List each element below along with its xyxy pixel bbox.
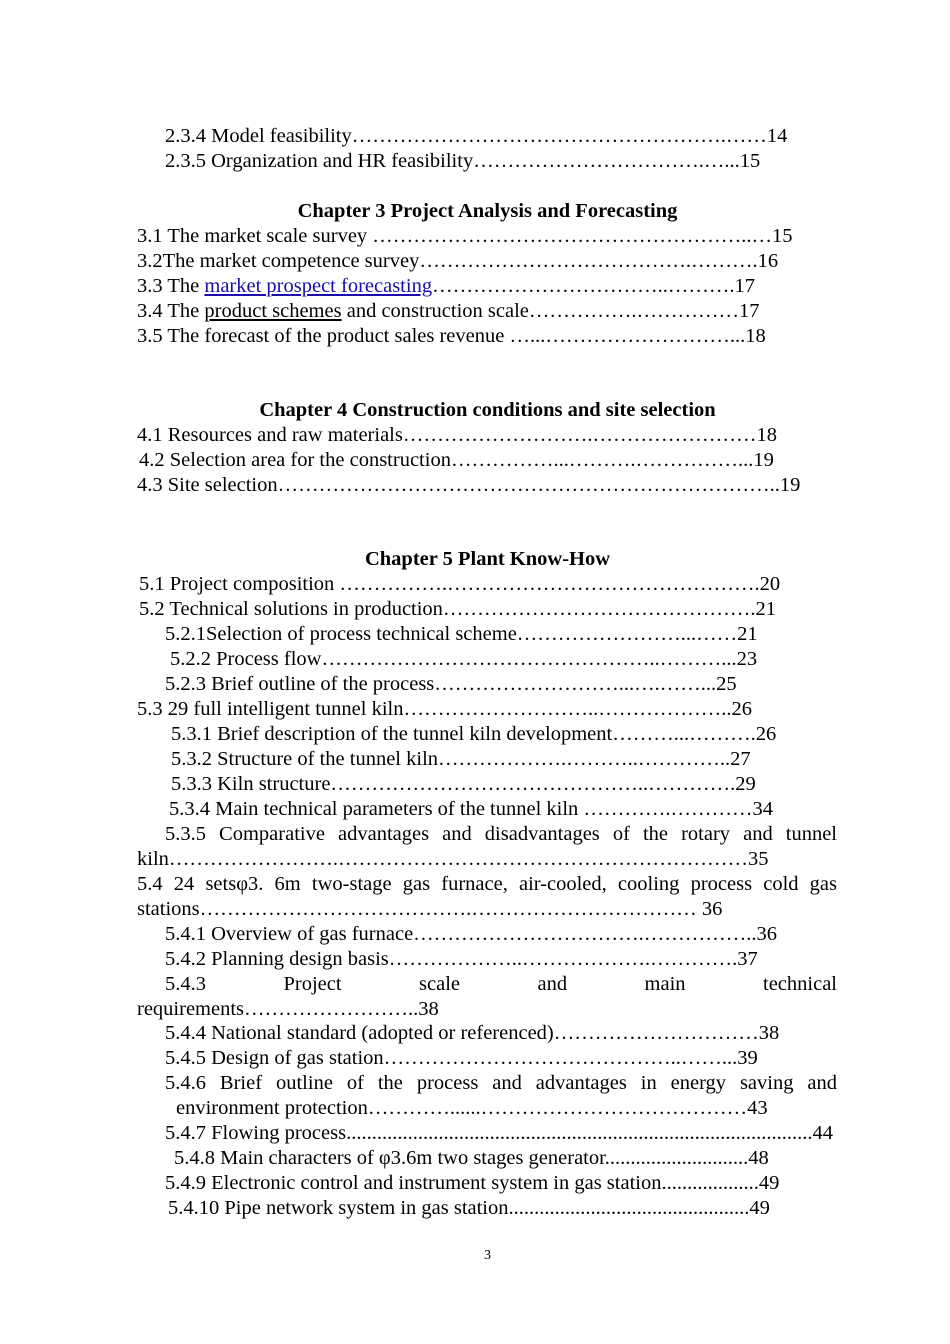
toc-entry-5-4-10[interactable]: 5.4.10 Pipe network system in gas station...............................................49 <box>168 1197 770 1219</box>
toc-entry-2-3-4[interactable]: 2.3.4 Model feasibility……………………………………………….……14 <box>165 125 788 147</box>
page-number: 3 <box>484 1248 491 1263</box>
toc-entry-5-4-6-line2[interactable]: environment protection…………......…………………………………43 <box>176 1097 768 1119</box>
toc-entry-3-4-suffix: and construction scale…………….……………17 <box>341 300 760 322</box>
toc-entry-5-4-4[interactable]: 5.4.4 National standard (adopted or referenced)…………………………38 <box>165 1022 780 1044</box>
toc-entry-3-3-prefix: 3.3 The <box>137 275 205 297</box>
toc-entry-4-2[interactable]: 4.2 Selection area for the construction……………...……….……………...19 <box>139 449 774 471</box>
toc-entry-5-1[interactable]: 5.1 Project composition …………….……………………………………….20 <box>139 573 781 595</box>
toc-entry-3-3-suffix: ……………………………..……….17 <box>432 275 755 297</box>
toc-entry-5-4-9[interactable]: 5.4.9 Electronic control and instrument system in gas station...................49 <box>165 1172 780 1194</box>
toc-entry-5-4-line1[interactable]: 5.4 24 setsφ3. 6m two-stage gas furnace, air-cooled, cooling process cold gas <box>137 873 837 895</box>
toc-entry-5-4-line2[interactable]: stations………………………………….…………………………… 36 <box>137 898 723 920</box>
chapter-5-heading: Chapter 5 Plant Know-How <box>364 548 611 570</box>
toc-entry-5-4-5[interactable]: 5.4.5 Design of gas station……………………………………..……...39 <box>165 1047 758 1069</box>
toc-entry-3-2[interactable]: 3.2The market competence survey………………………………….……….16 <box>137 250 779 272</box>
toc-entry-5-2-2[interactable]: 5.2.2 Process flow…………………………………………..………...23 <box>170 648 758 670</box>
toc-entry-5-4-3-line1[interactable]: 5.4.3 Project scale and main technical <box>165 973 837 995</box>
toc-entry-5-3-1[interactable]: 5.3.1 Brief description of the tunnel kiln development………...……….26 <box>171 723 777 745</box>
toc-entry-5-2[interactable]: 5.2 Technical solutions in production……………………………………….21 <box>139 598 777 620</box>
product-schemes-text: product schemes <box>204 300 342 322</box>
toc-entry-5-4-1[interactable]: 5.4.1 Overview of gas furnace…………………………….……………..36 <box>165 923 778 945</box>
toc-entry-3-3[interactable] <box>137 274 755 299</box>
toc-entry-3-4-prefix: 3.4 The <box>137 300 205 322</box>
toc-entry-3-4[interactable] <box>137 299 760 324</box>
toc-entry-3-5[interactable]: 3.5 The forecast of the product sales revenue …...………………………...18 <box>137 325 766 347</box>
toc-entry-4-3[interactable]: 4.3 Site selection………………………………………………………………..19 <box>137 474 801 496</box>
toc-entry-5-3-3[interactable]: 5.3.3 Kiln structure………………………………………..………….29 <box>171 773 756 795</box>
chapter-3-heading: Chapter 3 Project Analysis and Forecasting <box>297 200 678 222</box>
toc-entry-5-4-3-line2[interactable]: requirements……………………..38 <box>137 998 439 1020</box>
toc-entry-4-1[interactable]: 4.1 Resources and raw materials……………………….……………………18 <box>137 424 777 446</box>
toc-entry-5-3-2[interactable]: 5.3.2 Structure of the tunnel kiln……………….………..…………..27 <box>171 748 751 770</box>
toc-entry-3-1[interactable]: 3.1 The market scale survey ………………………………………………..…15 <box>137 225 793 247</box>
toc-entry-5-3-4[interactable]: 5.3.4 Main technical parameters of the tunnel kiln ………….…………34 <box>169 798 774 820</box>
toc-entry-5-4-6-line1[interactable]: 5.4.6 Brief outline of the process and advantages in energy saving and <box>165 1072 837 1094</box>
toc-entry-5-3[interactable]: 5.3 29 full intelligent tunnel kiln………………………..………………..26 <box>137 698 752 720</box>
market-prospect-link[interactable]: market prospect forecasting <box>204 275 433 297</box>
toc-entry-5-2-3[interactable]: 5.2.3 Brief outline of the process………………………...….……...25 <box>165 673 737 695</box>
chapter-4-heading: Chapter 4 Construction conditions and site selection <box>259 399 716 421</box>
toc-entry-5-3-5-line2[interactable]: kiln…………………….……………………………………………………35 <box>137 848 769 870</box>
toc-entry-2-3-5[interactable]: 2.3.5 Organization and HR feasibility…………………………….…...15 <box>165 150 761 172</box>
toc-entry-5-4-2[interactable]: 5.4.2 Planning design basis………………..……………….………….37 <box>165 948 758 970</box>
toc-entry-5-2-1[interactable]: 5.2.1Selection of process technical scheme……………………...……21 <box>165 623 758 645</box>
toc-entry-5-4-8[interactable]: 5.4.8 Main characters of φ3.6m two stages generator............................48 <box>174 1147 769 1169</box>
toc-entry-5-4-7[interactable]: 5.4.7 Flowing process...........................................................................................44 <box>165 1122 833 1144</box>
toc-entry-5-3-5-line1[interactable]: 5.3.5 Comparative advantages and disadvantages of the rotary and tunnel <box>165 823 837 845</box>
